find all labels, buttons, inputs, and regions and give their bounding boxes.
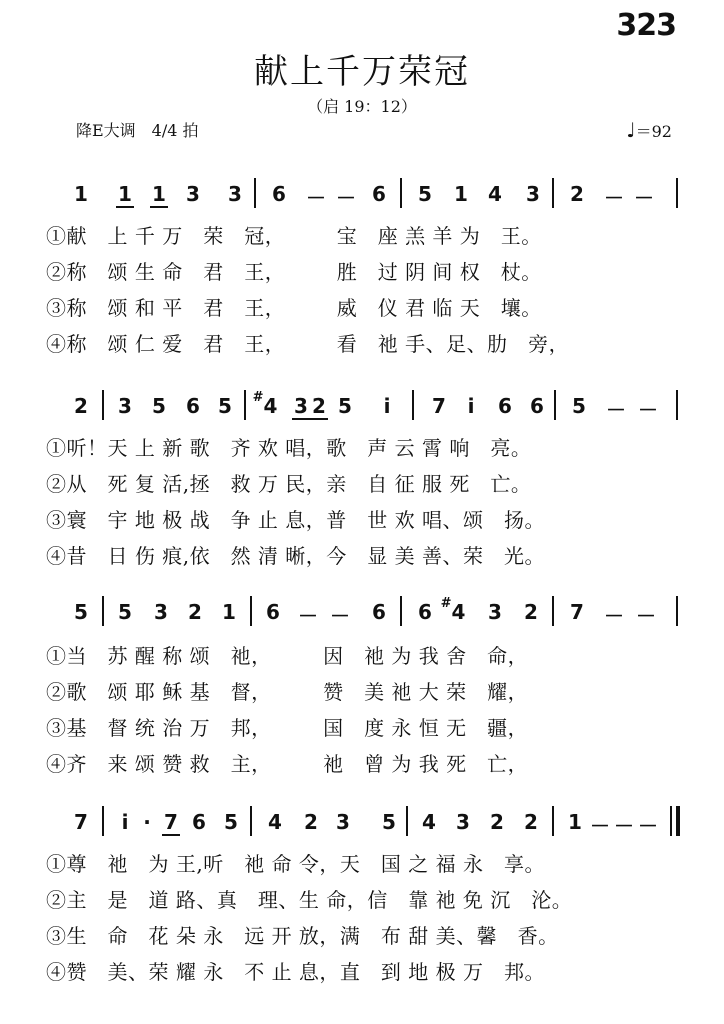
note: 5: [572, 394, 586, 418]
note: 4: [268, 810, 282, 834]
note: 5: [74, 600, 88, 624]
note: 6: [192, 810, 206, 834]
bar-line: [554, 390, 556, 420]
note: 6: [372, 182, 386, 206]
dot: ·: [143, 810, 151, 834]
note: 5: [418, 182, 432, 206]
bar-line: [676, 390, 678, 420]
note: 7: [432, 394, 446, 418]
lyric-line: ②称 颂 生 命 君 王， 胜 过 阴 间 权 杖。: [46, 260, 542, 284]
bar-line: [102, 390, 104, 420]
notation-line-1: [66, 180, 680, 210]
note: 3: [186, 182, 200, 206]
note-sharp: #4: [252, 390, 278, 418]
note: 2: [304, 810, 318, 834]
quarter-note-icon: ♩: [626, 118, 636, 142]
bar-line: [552, 596, 554, 626]
dash: －: [636, 604, 656, 628]
scripture-reference: （启 19：12）: [307, 97, 417, 116]
bar-line: [412, 390, 414, 420]
bar-line: [250, 596, 252, 626]
dash: －: [614, 814, 634, 838]
dash: －: [604, 604, 624, 628]
lyric-line: ④称 颂 仁 爱 君 王， 看 祂 手、足、肋 旁，: [46, 332, 570, 356]
bar-line: [254, 178, 256, 208]
note: 3: [526, 182, 540, 206]
note: 6: [530, 394, 544, 418]
note: 3: [154, 600, 168, 624]
note: 1: [74, 182, 88, 206]
page-number: 323: [616, 8, 676, 43]
note: 5: [382, 810, 396, 834]
bar-line: [406, 806, 408, 836]
lyric-line: ④赞 美、荣 耀 永 不 止 息，直 到 地 极 万 邦。: [46, 960, 546, 984]
tempo-marking: [626, 118, 672, 142]
note: 5: [152, 394, 166, 418]
note: 1: [222, 600, 236, 624]
note: 1: [116, 182, 134, 208]
hymn-title: 献上千万荣冠: [254, 52, 470, 92]
lyric-line: ②歌 颂 耶 稣 基 督， 赞 美 祂 大 荣 耀，: [46, 680, 529, 704]
bar-line: [400, 178, 402, 208]
bar-line: [244, 390, 246, 420]
note: 3: [292, 394, 310, 420]
note: 2: [490, 810, 504, 834]
note: 6: [372, 600, 386, 624]
bar-line: [102, 596, 104, 626]
note: 2: [524, 600, 538, 624]
note: 3: [488, 600, 502, 624]
bar-line: [400, 596, 402, 626]
note: 6: [266, 600, 280, 624]
note: 5: [118, 600, 132, 624]
lyric-line: ③寰 宇 地 极 战 争 止 息，普 世 欢 唱、颂 扬。: [46, 508, 546, 532]
key-signature: 降E大调 4/4 拍: [76, 121, 199, 140]
dash: －: [634, 186, 654, 210]
lyric-line: ②主 是 道 路、真 理、生 命，信 靠 祂 免 沉 沦。: [46, 888, 573, 912]
final-bar-thin: [670, 806, 672, 836]
lyric-line: ①当 苏 醒 称 颂 祂， 因 祂 为 我 舍 命，: [46, 644, 529, 668]
dash: －: [590, 814, 610, 838]
note: 1: [568, 810, 582, 834]
lyric-line: ③称 颂 和 平 君 王， 威 仪 君 临 天 壤。: [46, 296, 542, 320]
note: 7: [74, 810, 88, 834]
note: 5: [218, 394, 232, 418]
dash: －: [638, 814, 658, 838]
lyric-line: ②从 死 复 活,拯 救 万 民，亲 自 征 服 死 亡。: [46, 472, 532, 496]
note: 1: [150, 182, 168, 208]
note: 2: [74, 394, 88, 418]
dash: －: [330, 604, 350, 628]
bar-line: [676, 596, 678, 626]
notation-line-3: [66, 598, 680, 628]
note: 2: [310, 394, 328, 420]
lyric-line: ③生 命 花 朵 永 远 开 放，满 布 甜 美、馨 香。: [46, 924, 559, 948]
notation-line-4: [66, 808, 680, 838]
note: 7: [162, 810, 180, 836]
note: 6: [418, 600, 432, 624]
lyric-line: ①尊 祂 为 王,听 祂 命 令，天 国 之 福 永 享。: [46, 852, 546, 876]
bar-line: [102, 806, 104, 836]
note: 2: [524, 810, 538, 834]
note: 6: [272, 182, 286, 206]
lyric-line: ④昔 日 伤 痕,依 然 清 晰，今 显 美 善、荣 光。: [46, 544, 546, 568]
dash: －: [606, 398, 626, 422]
lyric-line: ④齐 来 颂 赞 救 主， 祂 曾 为 我 死 亡，: [46, 752, 529, 776]
bar-line: [552, 806, 554, 836]
final-bar-thick: [676, 806, 680, 836]
bar-line: [250, 806, 252, 836]
note: 3: [118, 394, 132, 418]
note: 6: [186, 394, 200, 418]
dash: －: [604, 186, 624, 210]
note: 4: [422, 810, 436, 834]
bar-line: [676, 178, 678, 208]
note: 5: [338, 394, 352, 418]
note: 3: [228, 182, 242, 206]
note: 4: [488, 182, 502, 206]
note: 1: [454, 182, 468, 206]
note: 2: [188, 600, 202, 624]
dash: －: [638, 398, 658, 422]
sharp-sign: #: [440, 596, 452, 611]
sharp-sign: #: [252, 390, 264, 405]
dash: －: [336, 186, 356, 210]
lyric-line: ①听！天 上 新 歌 齐 欢 唱，歌 声 云 霄 响 亮。: [46, 436, 532, 460]
note: 2: [570, 182, 584, 206]
note: 7: [570, 600, 584, 624]
notation-line-2: [66, 392, 680, 422]
note: 5: [224, 810, 238, 834]
lyric-line: ①献 上 千 万 荣 冠， 宝 座 羔 羊 为 王。: [46, 224, 542, 248]
lyric-line: ③基 督 统 治 万 邦， 国 度 永 恒 无 疆，: [46, 716, 529, 740]
note-sharp: #4: [440, 596, 466, 624]
tempo-value: ＝92: [635, 122, 672, 141]
note-high: i: [467, 394, 475, 418]
note-high: i: [383, 394, 391, 418]
note: 3: [456, 810, 470, 834]
note: 6: [498, 394, 512, 418]
note-high: i: [121, 810, 129, 834]
dash: －: [306, 186, 326, 210]
note: 3: [336, 810, 350, 834]
dash: －: [298, 604, 318, 628]
bar-line: [552, 178, 554, 208]
